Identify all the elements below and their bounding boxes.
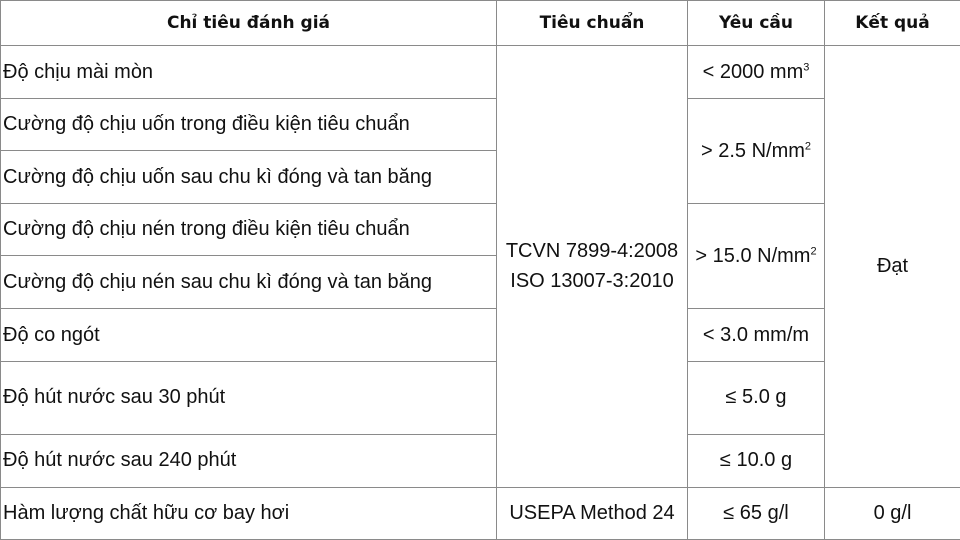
header-criteria: Chỉ tiêu đánh giá	[1, 1, 497, 46]
requirement-exponent: 3	[803, 60, 810, 73]
requirement-cell: < 3.0 mm/m	[688, 309, 825, 361]
header-requirement: Yêu cầu	[688, 1, 825, 46]
criteria-cell: Cường độ chịu nén sau chu kì đóng và tan băng	[1, 256, 497, 309]
requirement-exponent: 2	[804, 140, 812, 153]
table-row	[1, 99, 960, 151]
standard-cell-group	[497, 46, 688, 488]
requirement-cell	[688, 99, 825, 204]
header-result: Kết quả	[825, 1, 960, 46]
standard-line-iso: ISO 13007-3:2010	[510, 270, 674, 293]
table-row	[1, 204, 960, 256]
table-row	[1, 361, 960, 434]
requirement-exponent: 2	[810, 245, 817, 258]
standard-line-tcvn: TCVN 7899-4:2008	[505, 240, 679, 263]
table-row	[1, 46, 960, 99]
criteria-cell: Độ chịu mài mòn	[1, 46, 497, 99]
criteria-cell: Độ hút nước sau 240 phút	[1, 434, 497, 487]
requirement-value: > 15.0 N/mm	[695, 244, 811, 267]
criteria-cell: Độ hút nước sau 30 phút	[1, 361, 497, 434]
criteria-cell: Cường độ chịu uốn trong điều kiện tiêu chuẩn	[1, 99, 497, 151]
requirement-cell	[688, 204, 825, 309]
standard-cell: USEPA Method 24	[497, 487, 688, 539]
header-standard: Tiêu chuẩn	[497, 1, 688, 46]
requirement-cell: ≤ 5.0 g	[688, 361, 825, 434]
table-row	[1, 434, 960, 487]
requirement-value: > 2.5 N/mm	[700, 139, 805, 162]
requirement-cell	[688, 46, 825, 99]
table-header-row	[1, 1, 960, 46]
criteria-cell: Hàm lượng chất hữu cơ bay hơi	[1, 487, 497, 539]
table-row	[1, 309, 960, 361]
result-cell: 0 g/l	[825, 487, 960, 539]
criteria-cell: Cường độ chịu uốn sau chu kì đóng và tan băng	[1, 151, 497, 204]
requirement-cell: ≤ 10.0 g	[688, 434, 825, 487]
criteria-cell: Độ co ngót	[1, 309, 497, 361]
table-row	[1, 487, 960, 539]
result-cell-group: Đạt	[825, 46, 960, 488]
requirement-cell: ≤ 65 g/l	[688, 487, 825, 539]
criteria-cell: Cường độ chịu nén trong điều kiện tiêu chuẩn	[1, 204, 497, 256]
requirement-value: < 2000 mm	[702, 60, 804, 83]
